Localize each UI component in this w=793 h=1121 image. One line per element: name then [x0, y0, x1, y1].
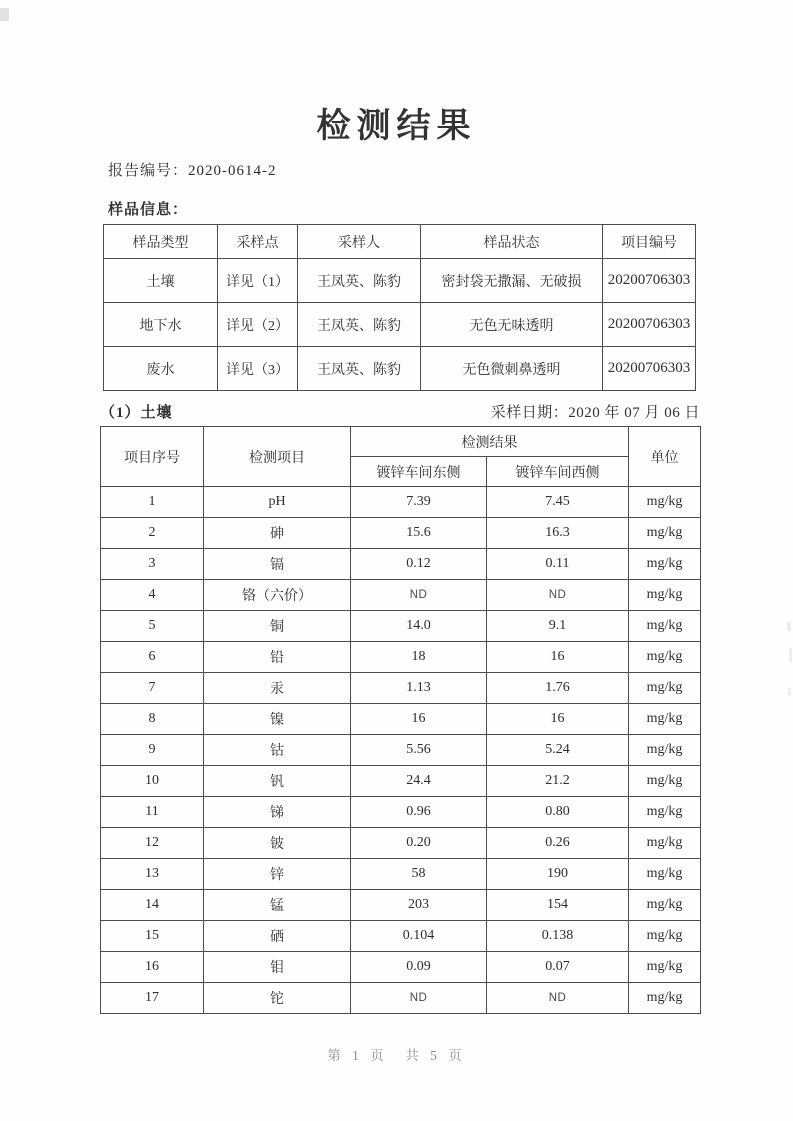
- sampling-date-label: 采样日期：: [490, 405, 569, 421]
- cell-sample-state: 密封袋无撒漏、无破损: [421, 259, 603, 303]
- table-row: [101, 487, 701, 518]
- cell-east: 0.09: [351, 952, 487, 983]
- cell-east: ND: [351, 983, 487, 1014]
- report-number-line: [108, 160, 793, 182]
- cell-east: 0.104: [351, 921, 487, 952]
- cell-no: 16: [101, 952, 204, 983]
- table-row: [101, 797, 701, 828]
- cell-sampler: 王凤英、陈豹: [298, 259, 421, 303]
- cell-item: 铜: [204, 611, 351, 642]
- cell-project-no: 20200706303: [603, 347, 696, 391]
- col-sample-type: 样品类型: [104, 225, 218, 259]
- table-row: [101, 952, 701, 983]
- cell-no: 9: [101, 735, 204, 766]
- cell-item: 镍: [204, 704, 351, 735]
- cell-east: 0.20: [351, 828, 487, 859]
- cell-east: 5.56: [351, 735, 487, 766]
- cell-sampler: 王凤英、陈豹: [298, 347, 421, 391]
- cell-unit: mg/kg: [629, 921, 701, 952]
- cell-project-no: 20200706303: [603, 259, 696, 303]
- cell-item: 铍: [204, 828, 351, 859]
- cell-sample-type: 土壤: [104, 259, 218, 303]
- scan-artifact: [0, 8, 9, 21]
- cell-unit: mg/kg: [629, 735, 701, 766]
- cell-no: 11: [101, 797, 204, 828]
- cell-east: ND: [351, 580, 487, 611]
- cell-west: 0.138: [487, 921, 629, 952]
- cell-west: 1.76: [487, 673, 629, 704]
- table-row: [101, 735, 701, 766]
- soil-results-table: [100, 426, 701, 1014]
- cell-unit: mg/kg: [629, 797, 701, 828]
- cell-east: 16: [351, 704, 487, 735]
- page-number: 第 1 页 共 5 页: [327, 1048, 466, 1063]
- page-title: 检测结果: [316, 108, 477, 145]
- table-row: [101, 828, 701, 859]
- cell-item: pH: [204, 487, 351, 518]
- cell-no: 12: [101, 828, 204, 859]
- cell-west: ND: [487, 580, 629, 611]
- cell-item: 锰: [204, 890, 351, 921]
- cell-project-no: 20200706303: [603, 303, 696, 347]
- cell-west: 154: [487, 890, 629, 921]
- table-row: [101, 983, 701, 1014]
- cell-item: 钒: [204, 766, 351, 797]
- cell-no: 5: [101, 611, 204, 642]
- cell-no: 2: [101, 518, 204, 549]
- cell-west: ND: [487, 983, 629, 1014]
- col-test-item: 检测项目: [204, 427, 351, 487]
- table-row: [101, 673, 701, 704]
- cell-item: 钴: [204, 735, 351, 766]
- cell-west: 16: [487, 642, 629, 673]
- col-sampler: 采样人: [298, 225, 421, 259]
- col-item-index: 项目序号: [101, 427, 204, 487]
- cell-item: 砷: [204, 518, 351, 549]
- col-unit: 单位: [629, 427, 701, 487]
- cell-unit: mg/kg: [629, 518, 701, 549]
- cell-unit: mg/kg: [629, 952, 701, 983]
- col-project-no: 项目编号: [603, 225, 696, 259]
- soil-section-header: [100, 403, 700, 424]
- cell-unit: mg/kg: [629, 642, 701, 673]
- cell-west: 5.24: [487, 735, 629, 766]
- table-row: [101, 642, 701, 673]
- report-number-label: 报告编号：: [108, 163, 189, 179]
- cell-west: 0.11: [487, 549, 629, 580]
- cell-item: 锌: [204, 859, 351, 890]
- cell-item: 铬（六价）: [204, 580, 351, 611]
- cell-east: 1.13: [351, 673, 487, 704]
- table-header-row: [101, 427, 701, 457]
- cell-unit: mg/kg: [629, 580, 701, 611]
- cell-unit: mg/kg: [629, 766, 701, 797]
- cell-unit: mg/kg: [629, 890, 701, 921]
- table-row: [101, 890, 701, 921]
- cell-sampling-point: 详见（3）: [218, 347, 298, 391]
- cell-sample-type: 地下水: [104, 303, 218, 347]
- cell-west: 21.2: [487, 766, 629, 797]
- col-west-side: 镀锌车间西侧: [487, 457, 629, 487]
- cell-west: 0.80: [487, 797, 629, 828]
- cell-item: 汞: [204, 673, 351, 704]
- cell-no: 10: [101, 766, 204, 797]
- cell-item: 铊: [204, 983, 351, 1014]
- cell-sample-type: 废水: [104, 347, 218, 391]
- cell-no: 4: [101, 580, 204, 611]
- cell-no: 13: [101, 859, 204, 890]
- cell-no: 7: [101, 673, 204, 704]
- cell-sampling-point: 详见（1）: [218, 259, 298, 303]
- cell-no: 15: [101, 921, 204, 952]
- cell-east: 14.0: [351, 611, 487, 642]
- cell-east: 203: [351, 890, 487, 921]
- cell-west: 190: [487, 859, 629, 890]
- table-row: [101, 859, 701, 890]
- cell-unit: mg/kg: [629, 983, 701, 1014]
- cell-unit: mg/kg: [629, 673, 701, 704]
- cell-east: 58: [351, 859, 487, 890]
- table-row: [101, 704, 701, 735]
- soil-section-heading: （1）土壤: [100, 405, 173, 421]
- cell-sample-state: 无色无味透明: [421, 303, 603, 347]
- cell-unit: mg/kg: [629, 704, 701, 735]
- cell-unit: mg/kg: [629, 487, 701, 518]
- cell-no: 6: [101, 642, 204, 673]
- table-header-row: [104, 225, 696, 259]
- cell-west: 16.3: [487, 518, 629, 549]
- cell-east: 15.6: [351, 518, 487, 549]
- table-row: [101, 611, 701, 642]
- cell-item: 硒: [204, 921, 351, 952]
- cell-no: 17: [101, 983, 204, 1014]
- col-sample-state: 样品状态: [421, 225, 603, 259]
- cell-unit: mg/kg: [629, 549, 701, 580]
- table-row: [104, 303, 696, 347]
- col-east-side: 镀锌车间东侧: [351, 457, 487, 487]
- cell-east: 7.39: [351, 487, 487, 518]
- table-row: [104, 347, 696, 391]
- cell-item: 锑: [204, 797, 351, 828]
- cell-no: 8: [101, 704, 204, 735]
- cell-no: 3: [101, 549, 204, 580]
- cell-west: 7.45: [487, 487, 629, 518]
- cell-east: 24.4: [351, 766, 487, 797]
- sample-info-heading: 样品信息：: [108, 202, 189, 218]
- col-sampling-point: 采样点: [218, 225, 298, 259]
- sampling-date-value: 2020 年 07 月 06 日: [568, 405, 700, 421]
- cell-item: 镉: [204, 549, 351, 580]
- cell-east: 0.12: [351, 549, 487, 580]
- table-row: [101, 766, 701, 797]
- sample-info-table: [103, 224, 696, 391]
- cell-west: 16: [487, 704, 629, 735]
- table-row: [101, 518, 701, 549]
- cell-sampling-point: 详见（2）: [218, 303, 298, 347]
- scan-artifact: [788, 688, 791, 695]
- col-test-result: 检测结果: [351, 427, 629, 457]
- cell-west: 0.07: [487, 952, 629, 983]
- cell-no: 1: [101, 487, 204, 518]
- scan-artifact: [789, 648, 792, 662]
- cell-sampler: 王凤英、陈豹: [298, 303, 421, 347]
- scan-artifact: [787, 622, 791, 631]
- cell-west: 0.26: [487, 828, 629, 859]
- cell-item: 钼: [204, 952, 351, 983]
- cell-west: 9.1: [487, 611, 629, 642]
- table-row: [101, 549, 701, 580]
- cell-unit: mg/kg: [629, 611, 701, 642]
- sampling-date-line: [491, 403, 700, 424]
- cell-unit: mg/kg: [629, 859, 701, 890]
- cell-east: 18: [351, 642, 487, 673]
- cell-unit: mg/kg: [629, 828, 701, 859]
- report-number-value: 2020-0614-2: [188, 163, 277, 179]
- cell-no: 14: [101, 890, 204, 921]
- table-row: [104, 259, 696, 303]
- cell-east: 0.96: [351, 797, 487, 828]
- cell-sample-state: 无色微刺鼻透明: [421, 347, 603, 391]
- table-row: [101, 580, 701, 611]
- table-row: [101, 921, 701, 952]
- cell-item: 铅: [204, 642, 351, 673]
